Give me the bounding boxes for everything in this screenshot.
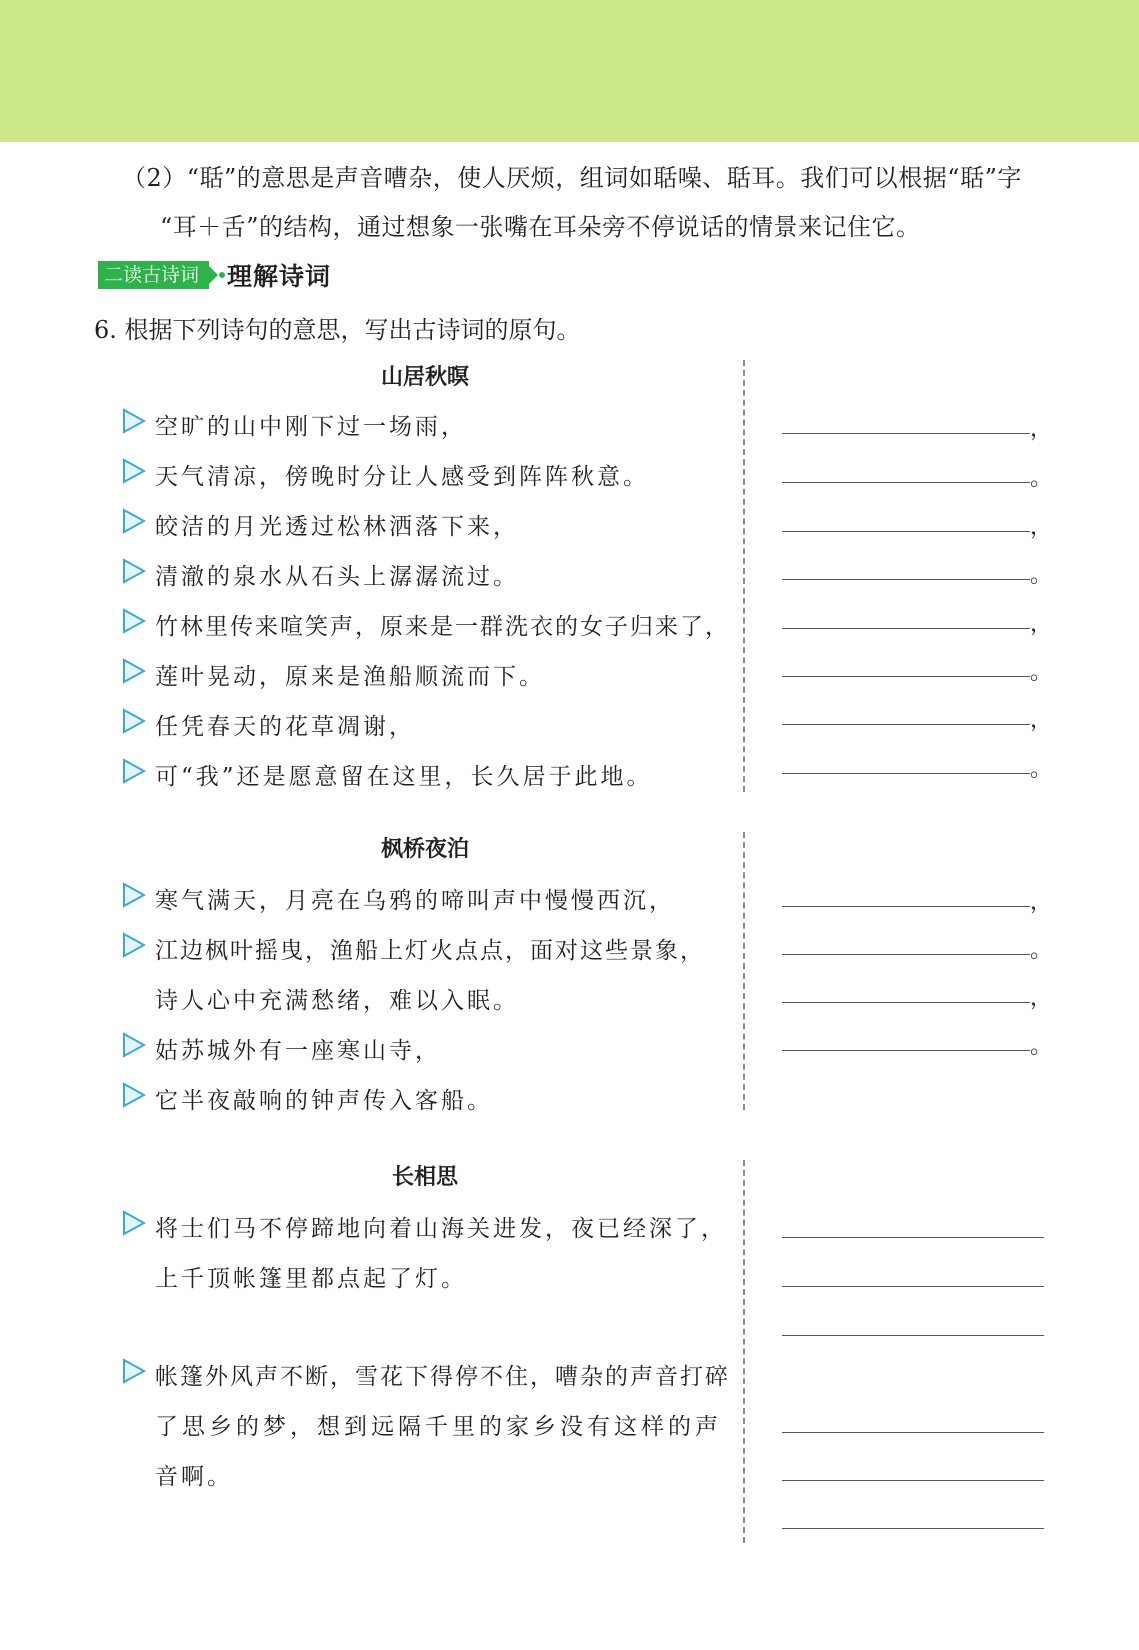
meaning-line: 清澈的泉水从石头上潺潺流过。 (155, 564, 519, 590)
triangle-bullet-icon (122, 608, 146, 634)
answer-punct: ， (1030, 708, 1053, 733)
answer-blank[interactable] (782, 482, 1030, 483)
answer-blank[interactable] (782, 1050, 1030, 1051)
answer-blank[interactable] (782, 906, 1030, 907)
meaning-line: 皎洁的月光透过松林洒落下来， (155, 514, 519, 540)
answer-blank[interactable] (782, 1002, 1030, 1003)
dashed-divider (743, 832, 745, 1110)
meaning-line-continued: 音啊。 (155, 1464, 233, 1490)
answer-blank[interactable] (782, 773, 1030, 774)
poem-title: 山居秋暝 (380, 365, 469, 390)
triangle-bullet-icon (122, 558, 146, 584)
triangle-bullet-icon (122, 932, 146, 958)
meaning-line: 江边枫叶摇曳，渔船上灯火点点，面对这些景象， (155, 938, 705, 964)
answer-punct: 。 (1030, 757, 1053, 782)
answer-blank[interactable] (782, 954, 1030, 955)
answer-punct: 。 (1030, 1034, 1053, 1059)
answer-punct: ， (1030, 417, 1053, 442)
section-badge: 二读古诗词 (98, 261, 209, 289)
meaning-line: 可“我”还是愿意留在这里，长久居于此地。 (155, 764, 653, 790)
answer-punct: ， (1030, 890, 1053, 915)
answer-blank[interactable] (782, 433, 1030, 434)
meaning-line: 任凭春天的花草凋谢， (155, 714, 415, 740)
answer-punct: 。 (1030, 466, 1053, 491)
answer-blank[interactable] (782, 1480, 1044, 1481)
meaning-line: 寒气满天，月亮在乌鸦的啼叫声中慢慢西沉， (155, 888, 675, 914)
triangle-bullet-icon (122, 758, 146, 784)
answer-blank[interactable] (782, 628, 1030, 629)
answer-blank[interactable] (782, 1286, 1044, 1287)
answer-blank[interactable] (782, 724, 1030, 725)
meaning-line: 莲叶晃动，原来是渔船顺流而下。 (155, 664, 545, 690)
meaning-line: 帐篷外风声不断，雪花下得停不住，嘈杂的声音打碎 (155, 1364, 730, 1390)
triangle-bullet-icon (122, 708, 146, 734)
answer-punct: ， (1030, 515, 1053, 540)
intro-line-2: “耳＋舌”的结构，通过想象一张嘴在耳朵旁不停说话的情景来记住它。 (160, 213, 921, 241)
meaning-line: 天气清凉，傍晚时分让人感受到阵阵秋意。 (155, 464, 649, 490)
answer-blank[interactable] (782, 676, 1030, 677)
triangle-bullet-icon (122, 658, 146, 684)
answer-punct: 。 (1030, 938, 1053, 963)
answer-blank[interactable] (782, 1237, 1044, 1238)
poem-title: 长相思 (391, 1165, 458, 1190)
triangle-bullet-icon (122, 458, 146, 484)
dashed-divider (743, 360, 745, 792)
triangle-bullet-icon (122, 1082, 146, 1108)
answer-blank[interactable] (782, 531, 1030, 532)
meaning-line: 姑苏城外有一座寒山寺， (155, 1038, 441, 1064)
triangle-bullet-icon (122, 1032, 146, 1058)
dashed-divider (743, 1160, 745, 1543)
meaning-line: 空旷的山中刚下过一场雨， (155, 414, 467, 440)
triangle-bullet-icon (122, 408, 146, 434)
answer-blank[interactable] (782, 579, 1030, 580)
triangle-bullet-icon (122, 508, 146, 534)
meaning-line: 竹林里传来喧笑声，原来是一群洗衣的女子归来了， (155, 614, 730, 640)
answer-blank[interactable] (782, 1528, 1044, 1529)
intro-line-1: （2）“聒”的意思是声音嘈杂，使人厌烦，组词如聒噪、聒耳。我们可以根据“聒”字 (122, 164, 1022, 192)
answer-punct: ， (1030, 986, 1053, 1011)
meaning-line-continued: 上千顶帐篷里都点起了灯。 (155, 1266, 467, 1292)
triangle-bullet-icon (122, 882, 146, 908)
answer-punct: ， (1030, 612, 1053, 637)
section-title: 理解诗词 (227, 262, 332, 291)
header-band (0, 0, 1139, 142)
meaning-line: 将士们马不停蹄地向着山海关进发，夜已经深了， (155, 1216, 727, 1242)
triangle-bullet-icon (122, 1210, 146, 1236)
answer-blank[interactable] (782, 1432, 1044, 1433)
meaning-line: 它半夜敲响的钟声传入客船。 (155, 1088, 493, 1114)
section-dot (219, 272, 225, 278)
triangle-bullet-icon (122, 1358, 146, 1384)
meaning-line-continued: 诗人心中充满愁绪，难以入眠。 (155, 988, 519, 1014)
meaning-line-continued: 了思乡的梦，想到远隔千里的家乡没有这样的声 (155, 1414, 722, 1440)
answer-punct: 。 (1030, 563, 1053, 588)
answer-punct: 。 (1030, 660, 1053, 685)
question-title: 6. 根据下列诗句的意思，写出古诗词的原句。 (94, 316, 581, 344)
answer-blank[interactable] (782, 1335, 1044, 1336)
section-header (98, 260, 331, 290)
poem-title: 枫桥夜泊 (380, 837, 469, 862)
